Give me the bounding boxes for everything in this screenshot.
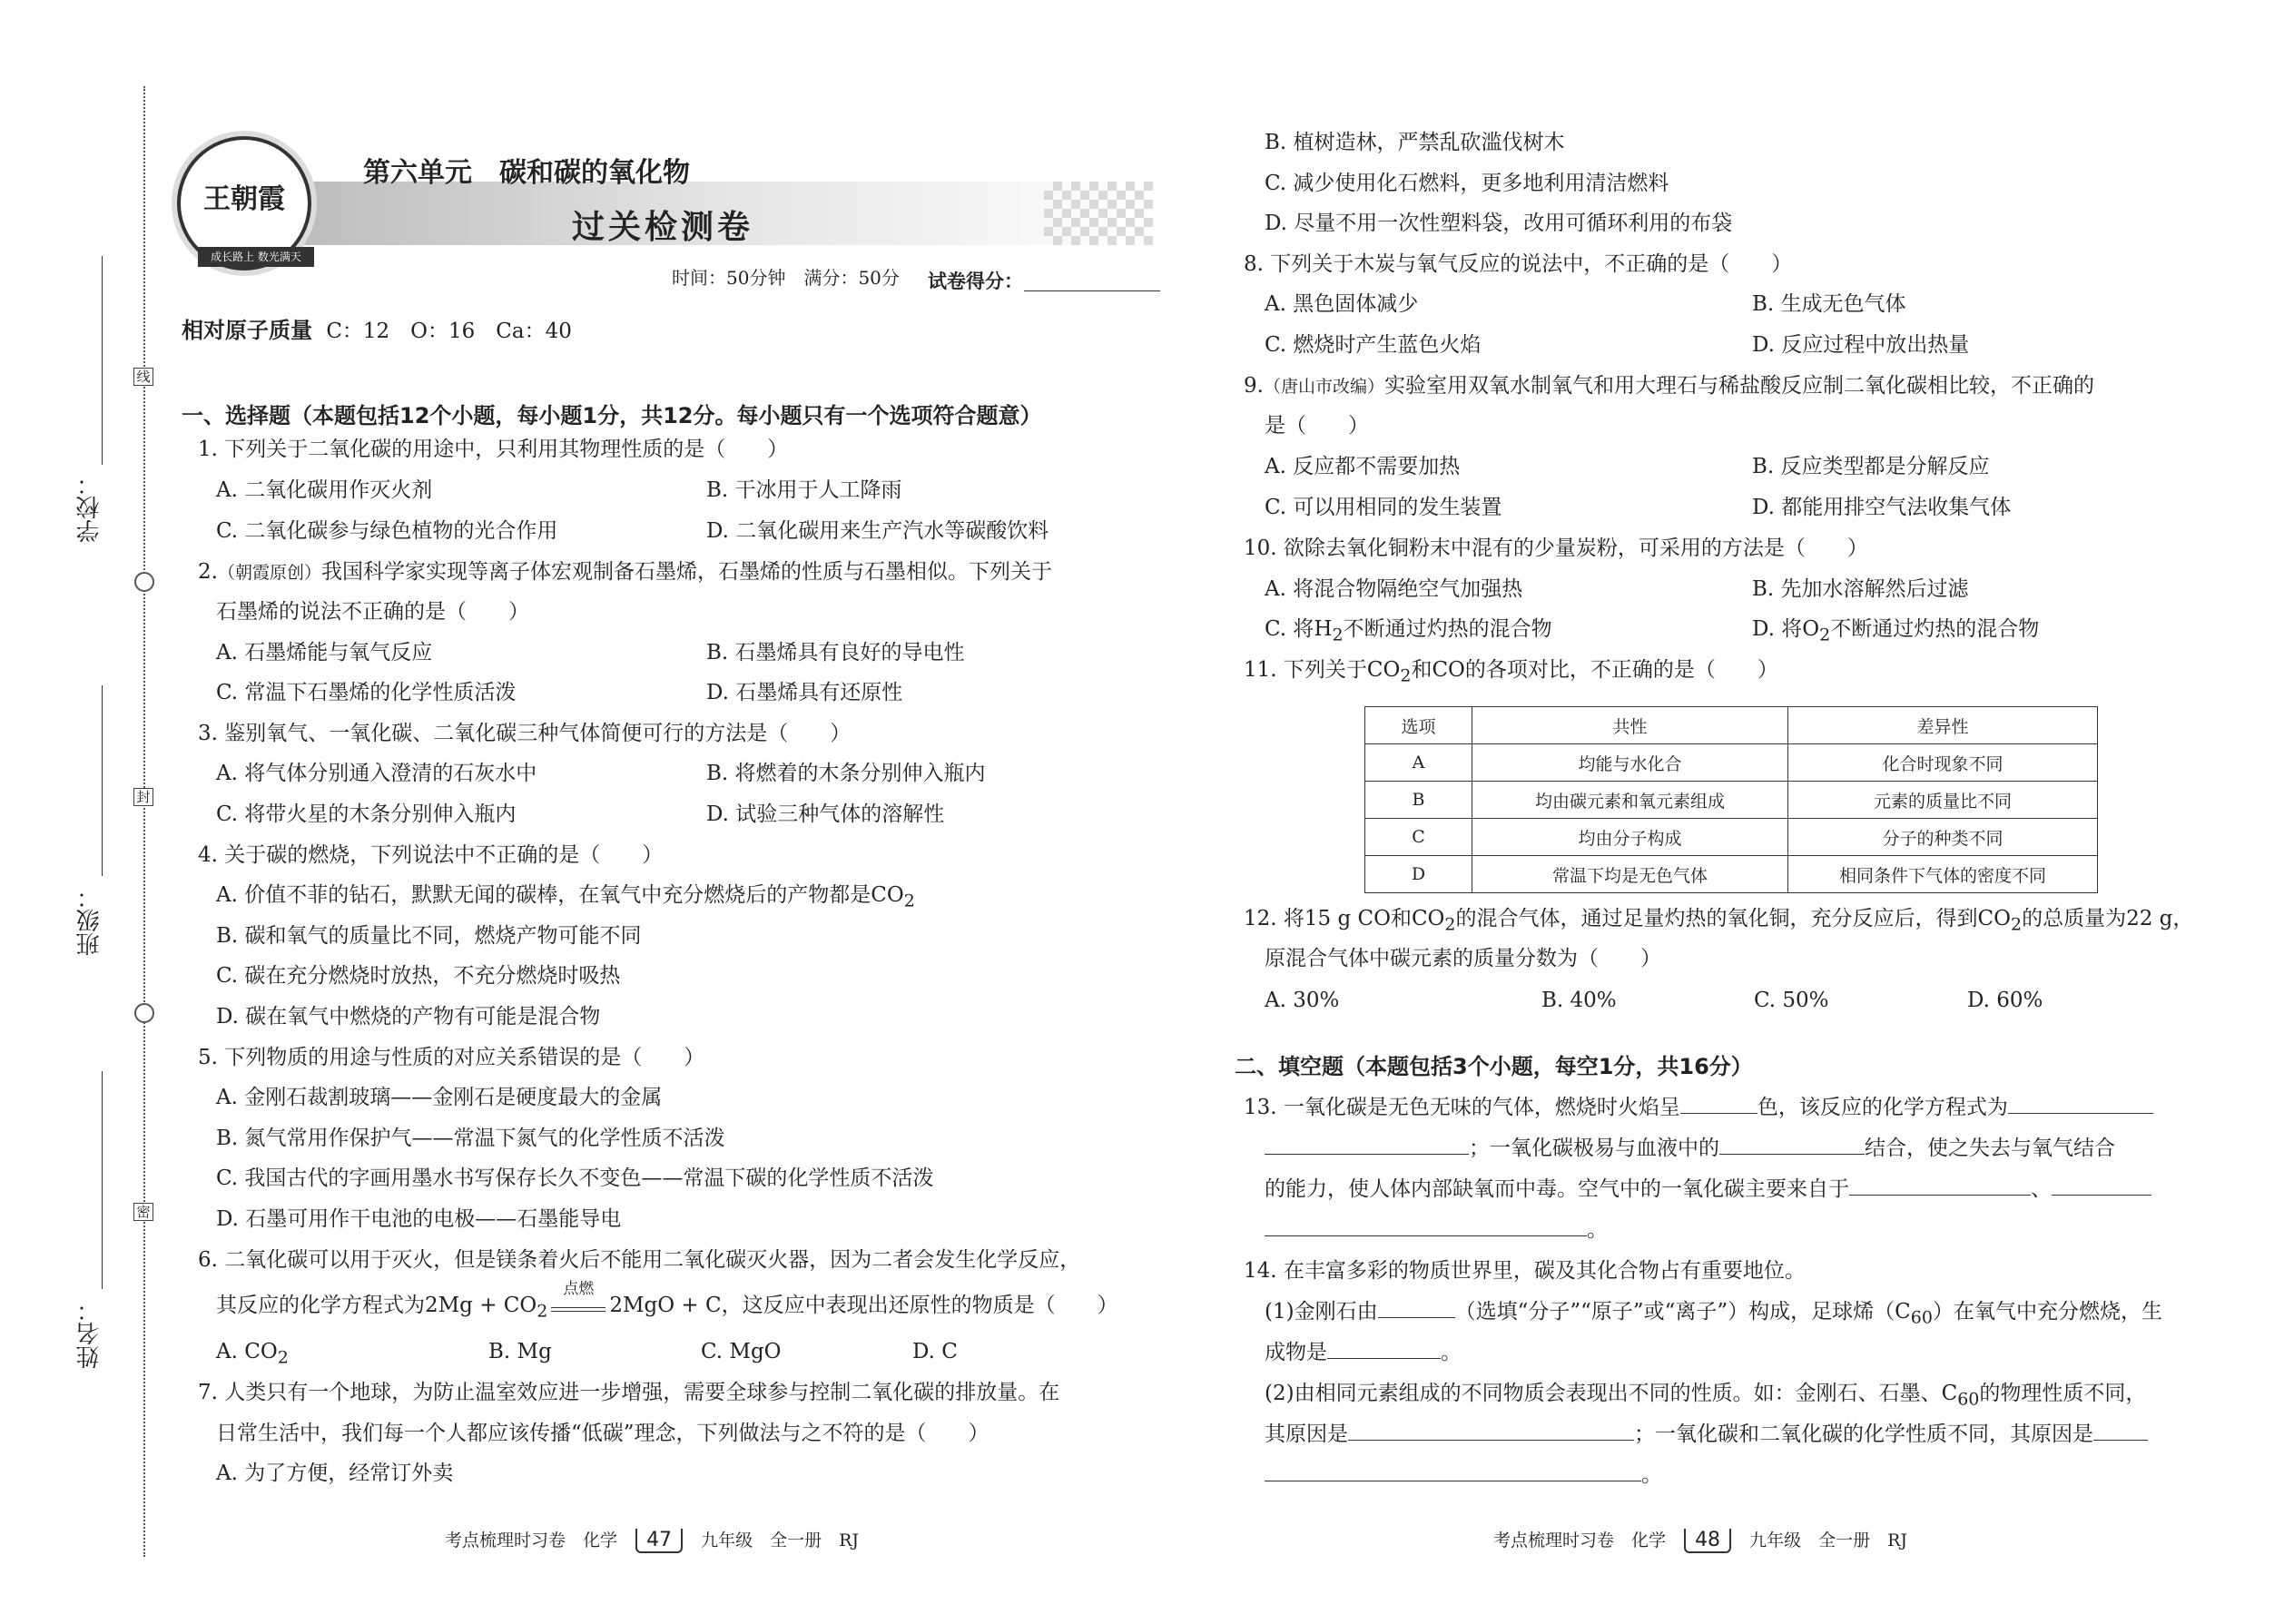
binding-hole-icon <box>134 1003 154 1023</box>
q9-option-b[interactable]: B. 反应类型都是分解反应 <box>1752 455 1990 478</box>
q13-line1: 13. 一氧化碳是无色无味的气体，燃烧时火焰呈 色，该反应的化学方程式为 <box>1244 1088 2153 1127</box>
table-cell: 均由碳元素和氧元素组成 <box>1472 782 1788 819</box>
q9-stem-line2: 是（ ） <box>1265 414 1369 438</box>
q5-option-a[interactable]: A. 金刚石裁割玻璃——金刚石是硬度最大的金属 <box>216 1086 663 1109</box>
q8-option-a[interactable]: A. 黑色固体减少 <box>1265 292 1419 316</box>
footer-right <box>1493 1527 1907 1553</box>
table-row <box>1365 856 2098 893</box>
logo-text: 王朝霞 <box>203 183 285 215</box>
footer-left-page: 47 <box>635 1529 683 1553</box>
q9-option-c[interactable]: C. 可以用相同的发生装置 <box>1265 496 1502 519</box>
q7-option-a[interactable]: A. 为了方便，经常订外卖 <box>216 1462 454 1485</box>
section1-title: 一、选择题（本题包括12个小题，每小题1分，共12分。每小题只有一个选项符合题意） <box>182 403 1042 428</box>
fill-blank[interactable] <box>2052 1171 2151 1196</box>
q8-stem: 8. 下列关于木炭与氧气反应的说法中，不正确的是（ ） <box>1244 252 1793 276</box>
q14-intro: 14. 在丰富多彩的物质世界里，碳及其化合物占有重要地位。 <box>1244 1259 1806 1283</box>
q3-option-c[interactable]: C. 将带火星的木条分别伸入瓶内 <box>216 802 517 826</box>
q2-option-b[interactable]: B. 石墨烯具有良好的导电性 <box>706 641 965 664</box>
q6-option-d[interactable]: D. C <box>912 1340 958 1363</box>
fill-blank[interactable] <box>1849 1171 2031 1196</box>
binding-mark-secret: 密 <box>133 1203 153 1221</box>
footer-left <box>445 1527 859 1553</box>
q9-option-a[interactable]: A. 反应都不需要加热 <box>1265 455 1461 478</box>
table-cell: C <box>1365 819 1472 856</box>
q5-option-b[interactable]: B. 氮气常用作保护气——常温下氮气的化学性质不活泼 <box>216 1127 725 1150</box>
q12-stem-line1: 12. 将15 g CO和$CO_2$的混合气体，通过足量灼热的氧化铜，充分反应后，得到$CO_2$的总质量为22 g， <box>1244 907 2194 935</box>
q14-part1-line2: 成物是 。 <box>1265 1333 1462 1373</box>
q11-stem: 11. 下列关于$CO_2$和CO的各项对比，不正确的是（ ） <box>1244 658 1778 686</box>
logo-motto-ribbon: 成长路上 数光满天 <box>198 247 314 267</box>
q7-option-d[interactable]: D. 尽量不用一次性塑料袋，改用可循环利用的布袋 <box>1265 212 1733 235</box>
fill-blank[interactable] <box>1265 1457 1641 1481</box>
q1-option-a[interactable]: A. 二氧化碳用作灭火剂 <box>216 478 433 502</box>
q6-option-b[interactable]: B. Mg <box>488 1340 552 1363</box>
table-cell: 相同条件下气体的密度不同 <box>1788 856 2098 893</box>
banner-checker-pattern <box>1044 182 1153 245</box>
q3-option-a[interactable]: A. 将气体分别通入澄清的石灰水中 <box>216 762 537 785</box>
q9-source: （唐山市改编） <box>1263 377 1384 397</box>
q2-stem-line2: 石墨烯的说法不正确的是（ ） <box>216 600 529 624</box>
q4-stem: 4. 关于碳的燃烧，下列说法中不正确的是（ ） <box>198 843 664 867</box>
q3-option-d[interactable]: D. 试验三种气体的溶解性 <box>706 802 945 826</box>
q12-option-b[interactable]: B. 40% <box>1541 989 1617 1012</box>
q14-part2-line2: 其原因是 ；一氧化碳和二氧化碳的化学性质不同，其原因是 <box>1265 1414 2148 1454</box>
fill-blank[interactable] <box>1265 1130 1469 1155</box>
q10-option-a[interactable]: A. 将混合物隔绝空气加强热 <box>1265 577 1523 601</box>
q2-stem-line1: 2.（朝霞原创）我国科学家实现等离子体宏观制备石墨烯，石墨烯的性质与石墨相似。下列关于 <box>198 560 1052 584</box>
test-time-score: 时间：50分钟 满分：50分 <box>672 267 900 289</box>
table-header-cell: 共性 <box>1472 707 1788 744</box>
fill-blank[interactable] <box>1378 1294 1455 1318</box>
q3-option-b[interactable]: B. 将燃着的木条分别伸入瓶内 <box>706 762 986 785</box>
test-title: 过关检测卷 <box>572 209 754 246</box>
q6-option-a[interactable]: A. $CO_2$ <box>216 1340 289 1368</box>
q2-option-c[interactable]: C. 常温下石墨烯的化学性质活泼 <box>216 681 517 704</box>
footer-right-page: 48 <box>1684 1529 1731 1553</box>
q6-condition: 点燃 <box>563 1280 595 1298</box>
section2-title: 二、填空题（本题包括3个小题，每空1分，共16分） <box>1235 1054 1753 1079</box>
atomic-mass-values: C：12 O：16 Ca：40 <box>326 320 572 343</box>
footer-left-grade: 九年级 全一册 RJ <box>701 1530 860 1550</box>
footer-right-grade: 九年级 全一册 RJ <box>1749 1530 1908 1550</box>
q13-line4: 。 <box>1265 1210 1608 1250</box>
table-cell: 均能与水化合 <box>1472 744 1788 782</box>
fill-blank[interactable] <box>2093 1416 2148 1441</box>
table-header-cell: 差异性 <box>1788 707 2098 744</box>
q10-option-b[interactable]: B. 先加水溶解然后过滤 <box>1752 577 1969 601</box>
binding-hole-icon <box>134 572 154 592</box>
table-cell: 分子的种类不同 <box>1788 819 2098 856</box>
q4-option-d[interactable]: D. 碳在氧气中燃烧的产物有可能是混合物 <box>216 1005 601 1029</box>
q5-option-c[interactable]: C. 我国古代的字画用墨水书写保存长久不变色——常温下碳的化学性质不活泼 <box>216 1166 934 1190</box>
q10-option-c[interactable]: C. 将$H_2$不断通过灼热的混合物 <box>1265 617 1552 645</box>
q12-option-c[interactable]: C. 50% <box>1754 989 1829 1012</box>
q7-option-b[interactable]: B. 植树造林，严禁乱砍滥伐树木 <box>1265 131 1565 154</box>
q7-stem-line2: 日常生活中，我们每一个人都应该传播“低碳”理念，下列做法与之不符的是（ ） <box>216 1422 989 1445</box>
table-cell: 常温下均是无色气体 <box>1472 856 1788 893</box>
atomic-mass-line <box>182 310 572 351</box>
atomic-mass-label: 相对原子质量 <box>182 318 312 343</box>
q13-line2: ；一氧化碳极易与血液中的 结合，使之失去与氧气结合 <box>1265 1128 2115 1168</box>
unit-title: 第六单元 碳和碳的氧化物 <box>363 157 690 189</box>
q4-option-c[interactable]: C. 碳在充分燃烧时放热，不充分燃烧时吸热 <box>216 964 621 988</box>
fill-blank[interactable] <box>1327 1334 1441 1359</box>
q12-stem-line2: 原混合气体中碳元素的质量分数为（ ） <box>1265 947 1661 970</box>
fill-blank[interactable] <box>2008 1089 2153 1114</box>
q3-stem: 3. 鉴别氧气、一氧化碳、二氧化碳三种气体简便可行的方法是（ ） <box>198 722 852 745</box>
class-line <box>102 685 103 876</box>
q9-stem-line1: 9.（唐山市改编）实验室用双氧水制氧气和用大理石与稀盐酸反应制二氧化碳相比较，不正确的 <box>1244 374 2094 398</box>
q6-stem-line1: 6. 二氧化碳可以用于灭火，但是镁条着火后不能用二氧化碳灭火器，因为二者会发生化学反应， <box>198 1248 1081 1272</box>
q6-option-c[interactable]: C. MgO <box>701 1340 782 1363</box>
q13-line3: 的能力，使人体内部缺氧而中毒。空气中的一氧化碳主要来自于 、 <box>1265 1169 2151 1209</box>
binding-dotted-line <box>143 86 145 1557</box>
q1-option-c[interactable]: C. 二氧化碳参与绿色植物的光合作用 <box>216 519 558 543</box>
q6-stem-line2: 其反应的化学方程式为$2Mg + CO_2$ 点燃 2MgO + C，这反应中表现出还原性的物质是（ ） <box>216 1285 1118 1332</box>
name-label: 姓名： <box>76 1298 103 1369</box>
school-line <box>102 256 103 465</box>
footer-left-series: 考点梳理时习卷 化学 <box>445 1530 618 1550</box>
q11-comparison-table <box>1364 706 2098 893</box>
fill-blank[interactable] <box>1680 1089 1757 1114</box>
class-label: 班级： <box>76 885 103 956</box>
q7-option-c[interactable]: C. 减少使用化石燃料，更多地利用清洁燃料 <box>1265 172 1669 195</box>
binding-mark-line: 线 <box>133 368 153 386</box>
table-cell: 化合时现象不同 <box>1788 744 2098 782</box>
fill-blank[interactable] <box>1348 1416 1634 1441</box>
binding-mark-seal: 封 <box>133 788 153 806</box>
footer-right-series: 考点梳理时习卷 化学 <box>1493 1530 1667 1550</box>
name-line <box>102 1071 103 1289</box>
test-score-label: 试卷得分： <box>928 271 1023 292</box>
q12-option-d[interactable]: D. 60% <box>1967 989 2043 1012</box>
table-row <box>1365 819 2098 856</box>
q9-option-d[interactable]: D. 都能用排空气法收集气体 <box>1752 496 2012 519</box>
table-cell: A <box>1365 744 1472 782</box>
school-label: 学校： <box>76 472 103 543</box>
q2-option-d[interactable]: D. 石墨烯具有还原性 <box>706 681 903 704</box>
table-cell: 均由分子构成 <box>1472 819 1788 856</box>
q4-option-b[interactable]: B. 碳和氧气的质量比不同，燃烧产物可能不同 <box>216 924 642 948</box>
q4-option-a[interactable]: A. 价值不菲的钻石，默默无闻的碳棒，在氧气中充分燃烧后的产物都是$CO_2$ <box>216 883 915 911</box>
q2-source: （朝霞原创） <box>217 563 321 583</box>
q7-stem-line1: 7. 人类只有一个地球，为防止温室效应进一步增强，需要全球参与控制二氧化碳的排放量。在 <box>198 1381 1060 1404</box>
table-cell: 元素的质量比不同 <box>1788 782 2098 819</box>
q1-option-b[interactable]: B. 干冰用于人工降雨 <box>706 478 902 502</box>
q10-option-d[interactable]: D. 将$O_2$不断通过灼热的混合物 <box>1752 617 2040 645</box>
table-cell: D <box>1365 856 1472 893</box>
table-cell: B <box>1365 782 1472 819</box>
q5-stem: 5. 下列物质的用途与性质的对应关系错误的是（ ） <box>198 1046 705 1069</box>
q5-option-d[interactable]: D. 石墨可用作干电池的电极——石墨能导电 <box>216 1207 622 1231</box>
q14-part2-line3: 。 <box>1265 1455 1662 1495</box>
q1-option-d[interactable]: D. 二氧化碳用来生产汽水等碳酸饮料 <box>706 519 1049 543</box>
q12-option-a[interactable]: A. 30% <box>1265 989 1340 1012</box>
table-header-row <box>1365 707 2098 744</box>
table-row <box>1365 744 2098 782</box>
table-row <box>1365 782 2098 819</box>
q10-stem: 10. 欲除去氧化铜粉末中混有的少量炭粉，可采用的方法是（ ） <box>1244 536 1868 560</box>
q8-option-d[interactable]: D. 反应过程中放出热量 <box>1752 333 1970 357</box>
q2-option-a[interactable]: A. 石墨烯能与氧气反应 <box>216 641 433 664</box>
q1-stem: 1. 下列关于二氧化碳的用途中，只利用其物理性质的是（ ） <box>198 438 789 461</box>
q14-part2-line1: (2)由相同元素组成的不同物质会表现出不同的性质。如：金刚石、石墨、$C_{60}$的物理性质不同， <box>1265 1382 2147 1410</box>
q8-option-c[interactable]: C. 燃烧时产生蓝色火焰 <box>1265 333 1482 357</box>
fill-blank[interactable] <box>1719 1130 1865 1155</box>
table-header-cell: 选项 <box>1365 707 1472 744</box>
q8-option-b[interactable]: B. 生成无色气体 <box>1752 292 1906 316</box>
score-blank[interactable] <box>1024 267 1160 291</box>
fill-blank[interactable] <box>1265 1212 1587 1236</box>
q14-part1-line1: (1)金刚石由 （选填“分子”“原子”或“离子”）构成，足球烯$(C_{60})$在氧气中充分燃烧，生 <box>1265 1292 2162 1338</box>
